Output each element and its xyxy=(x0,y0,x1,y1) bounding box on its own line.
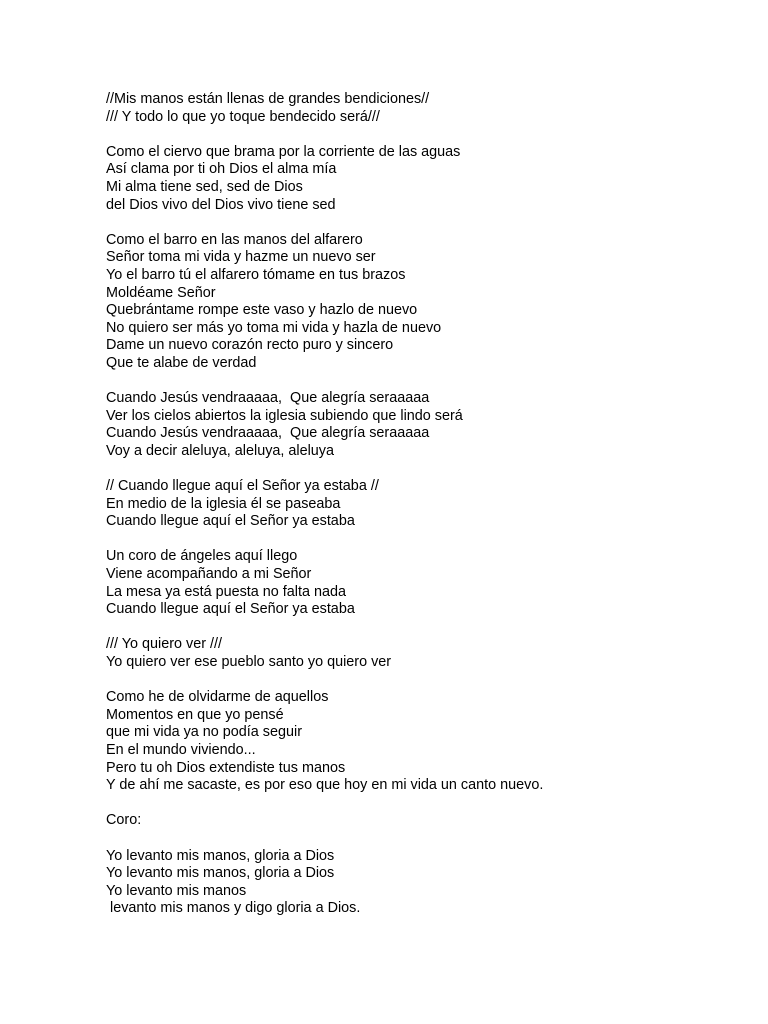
lyric-line: /// Y todo lo que yo toque bendecido será/// xyxy=(106,108,380,125)
lyric-line: Yo quiero ver ese pueblo santo yo quiero ver xyxy=(106,654,392,670)
lyric-line: Cuando llegue aquí el Señor ya estaba xyxy=(106,513,355,530)
stanza-8 xyxy=(106,689,746,795)
stanza-6 xyxy=(106,548,746,618)
lyric-line: Dame un nuevo corazón recto puro y sincero xyxy=(106,337,394,354)
lyric-line: Cuando llegue aquí el Señor ya estaba xyxy=(106,601,355,618)
lyric-line: No quiero ser más yo toma mi vida y hazla de nuevo xyxy=(106,319,442,336)
lyric-line: //Mis manos están llenas de grandes bendiciones// xyxy=(106,91,430,107)
lyric-line: Como he de olvidarme de aquellos xyxy=(106,689,329,706)
lyric-line: Que te alabe de verdad xyxy=(106,354,257,371)
lyric-line: Viene acompañando a mi Señor xyxy=(106,566,312,583)
lyric-line: Yo levanto mis manos, gloria a Dios xyxy=(106,865,335,882)
chorus-heading xyxy=(106,812,746,830)
lyric-line: Y de ahí me sacaste, es por eso que hoy en mi vida un canto nuevo. xyxy=(106,777,544,794)
stanza-2 xyxy=(106,144,746,214)
lyric-line: Yo levanto mis manos, gloria a Dios xyxy=(106,847,335,864)
lyric-line: Voy a decir aleluya, aleluya, aleluya xyxy=(106,442,334,459)
chorus-stanza xyxy=(106,848,746,918)
lyric-line: // Cuando llegue aquí el Señor ya estaba // xyxy=(106,478,379,495)
lyric-line: Ver los cielos abiertos la iglesia subiendo que lindo será xyxy=(106,407,463,424)
lyric-line: Pero tu oh Dios extendiste tus manos xyxy=(106,759,346,776)
lyric-line: Como el ciervo que brama por la corriente de las aguas xyxy=(106,143,461,160)
lyric-line: /// Yo quiero ver /// xyxy=(106,636,222,653)
lyrics-document xyxy=(106,91,746,936)
lyric-line: En el mundo viviendo... xyxy=(106,741,256,758)
lyric-line: Quebrántame rompe este vaso y hazlo de nuevo xyxy=(106,302,418,319)
lyric-line: La mesa ya está puesta no falta nada xyxy=(106,583,347,600)
lyric-line: Cuando Jesús vendraaaaa, Que alegría seraaaaa xyxy=(106,390,430,407)
lyric-line: Así clama por ti oh Dios el alma mía xyxy=(106,161,337,178)
lyric-line: Cuando Jesús vendraaaaa, Que alegría seraaaaa xyxy=(106,425,430,442)
stanza-3 xyxy=(106,232,746,373)
lyric-line: En medio de la iglesia él se paseaba xyxy=(106,495,341,512)
stanza-7 xyxy=(106,636,746,671)
lyric-line: del Dios vivo del Dios vivo tiene sed xyxy=(106,196,336,213)
lyric-line: Yo levanto mis manos xyxy=(106,882,247,899)
lyric-line: Como el barro en las manos del alfarero xyxy=(106,231,363,248)
lyric-line: Momentos en que yo pensé xyxy=(106,706,284,723)
lyric-line: Yo el barro tú el alfarero tómame en tus brazos xyxy=(106,266,406,283)
lyric-line: Moldéame Señor xyxy=(106,284,216,301)
lyric-line: levanto mis manos y digo gloria a Dios. xyxy=(106,900,361,917)
lyric-line: Señor toma mi vida y hazme un nuevo ser xyxy=(106,249,376,266)
chorus-label: Coro: xyxy=(106,812,142,829)
stanza-1 xyxy=(106,91,746,126)
stanza-5 xyxy=(106,478,746,531)
stanza-4 xyxy=(106,390,746,460)
lyric-line: Mi alma tiene sed, sed de Dios xyxy=(106,178,303,195)
lyric-line: Un coro de ángeles aquí llego xyxy=(106,548,298,565)
lyric-line: que mi vida ya no podía seguir xyxy=(106,724,302,741)
